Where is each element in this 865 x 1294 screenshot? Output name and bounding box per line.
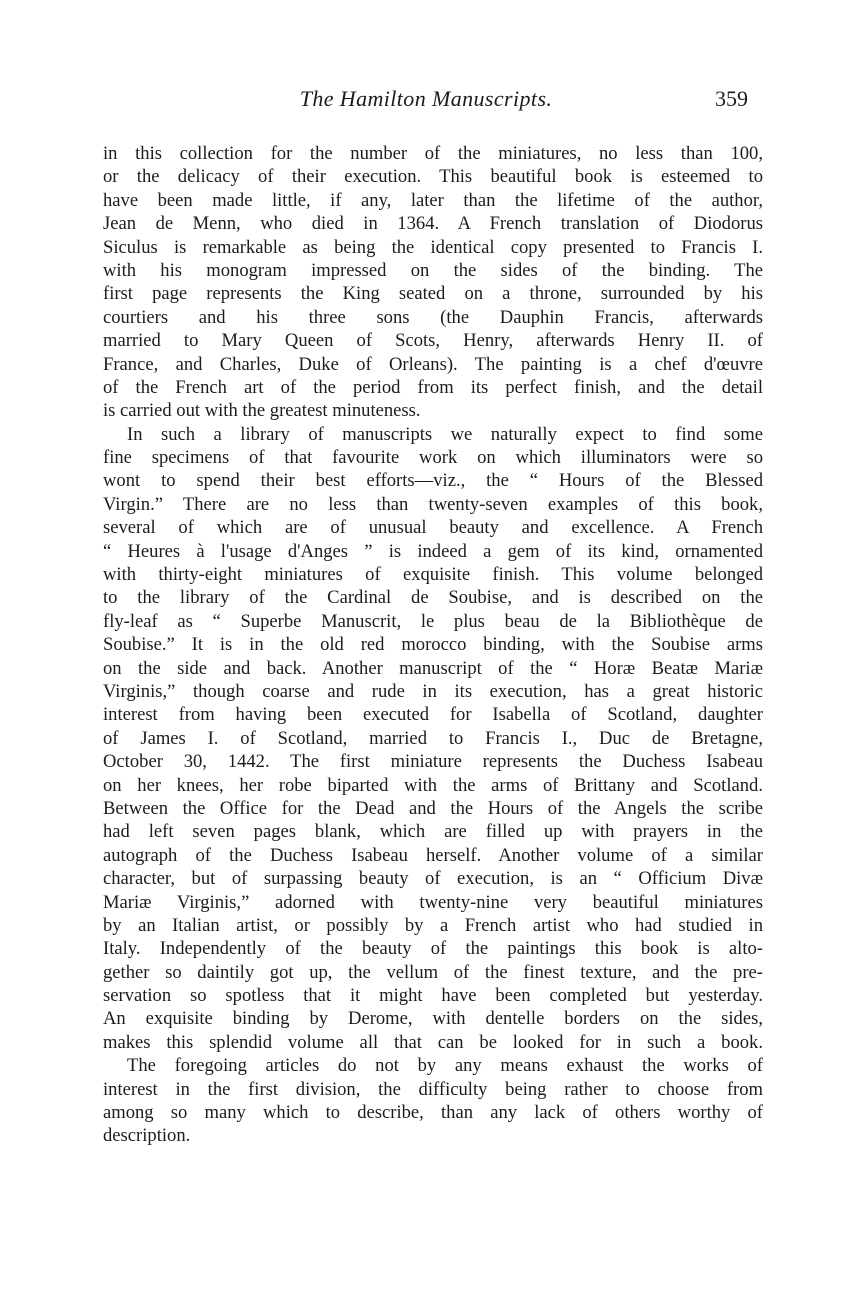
text-line: “ Heures à l'usage d'Anges ” is indeed a gem of its kind, ornamented: [103, 540, 763, 562]
text-line: An exquisite binding by Derome, with dentelle borders on the sides,: [103, 1008, 763, 1030]
text-line: In such a library of manuscripts we naturally expect to find some: [127, 423, 763, 445]
running-title: The Hamilton Manuscripts.: [299, 86, 553, 111]
page-number: 359: [715, 86, 748, 111]
text-line: interest from having been executed for Isabella of Scotland, daughter: [103, 704, 763, 726]
text-line: had left seven pages blank, which are filled up with prayers in the: [103, 821, 763, 843]
text-line: of James I. of Scotland, married to Francis I., Duc de Bretagne,: [103, 727, 763, 749]
text-line: with thirty-eight miniatures of exquisite finish. This volume belonged: [103, 564, 763, 586]
text-line: is carried out with the greatest minuteness.: [103, 400, 421, 422]
text-line: Between the Office for the Dead and the Hours of the Angels the scribe: [103, 797, 763, 819]
text-line: wont to spend their best efforts—viz., the “ Hours of the Blessed: [103, 470, 763, 492]
paragraph: [103, 423, 763, 1055]
paragraph: [103, 142, 763, 423]
text-line: of the French art of the period from its perfect finish, and the detail: [103, 376, 763, 398]
text-line: servation so spotless that it might have been completed but yesterday.: [103, 985, 763, 1007]
text-line: France, and Charles, Duke of Orleans). The painting is a chef d'œuvre: [103, 353, 763, 375]
text-line: on the side and back. Another manuscript of the “ Horæ Beatæ Mariæ: [103, 657, 763, 679]
text-line: or the delicacy of their execution. This beautiful book is esteemed to: [103, 166, 763, 188]
text-line: makes this splendid volume all that can be looked for in such a book.: [103, 1031, 763, 1053]
text-line: interest in the first division, the difficulty being rather to choose from: [103, 1078, 763, 1100]
text-line: Virginis,” though coarse and rude in its execution, has a great historic: [103, 680, 763, 702]
text-line: married to Mary Queen of Scots, Henry, afterwards Henry II. of: [103, 330, 763, 352]
text-line: character, but of surpassing beauty of execution, is an “ Officium Divæ: [103, 868, 763, 890]
text-line: have been made little, if any, later than the lifetime of the author,: [103, 189, 763, 211]
text-line: Mariæ Virginis,” adorned with twenty-nine very beautiful miniatures: [103, 891, 763, 913]
text-line: Siculus is remarkable as being the identical copy presented to Francis I.: [103, 236, 763, 258]
text-line: among so many which to describe, than any lack of others worthy of: [103, 1102, 763, 1124]
text-line: with his monogram impressed on the sides of the binding. The: [103, 259, 763, 281]
text-line: several of which are of unusual beauty and excellence. A French: [103, 517, 763, 539]
text-line: by an Italian artist, or possibly by a French artist who had studied in: [103, 914, 763, 936]
body-text: [103, 142, 763, 1148]
text-line: courtiers and his three sons (the Dauphin Francis, afterwards: [103, 306, 763, 328]
text-line: description.: [103, 1125, 191, 1147]
text-line: fine specimens of that favourite work on which illuminators were so: [103, 447, 763, 469]
text-line: in this collection for the number of the miniatures, no less than 100,: [103, 143, 763, 164]
text-line: October 30, 1442. The first miniature represents the Duchess Isabeau: [103, 751, 763, 773]
text-line: on her knees, her robe biparted with the arms of Brittany and Scotland.: [103, 774, 763, 796]
text-line: The foregoing articles do not by any means exhaust the works of: [127, 1055, 763, 1077]
text-line: Jean de Menn, who died in 1364. A French translation of Diodorus: [103, 213, 763, 235]
text-line: Virgin.” There are no less than twenty-seven examples of this book,: [103, 493, 763, 515]
running-head: [104, 86, 748, 116]
text-line: to the library of the Cardinal de Soubise, and is described on the: [103, 587, 763, 609]
text-line: Soubise.” It is in the old red morocco binding, with the Soubise arms: [103, 634, 763, 656]
text-line: Italy. Independently of the beauty of the paintings this book is alto-: [103, 938, 763, 960]
text-line: autograph of the Duchess Isabeau herself. Another volume of a similar: [103, 844, 763, 866]
paragraph: [103, 1054, 763, 1148]
text-line: first page represents the King seated on a throne, surrounded by his: [103, 283, 763, 305]
text-line: fly-leaf as “ Superbe Manuscrit, le plus beau de la Bibliothèque de: [103, 610, 763, 632]
text-line: gether so daintily got up, the vellum of the finest texture, and the pre-: [103, 961, 763, 983]
